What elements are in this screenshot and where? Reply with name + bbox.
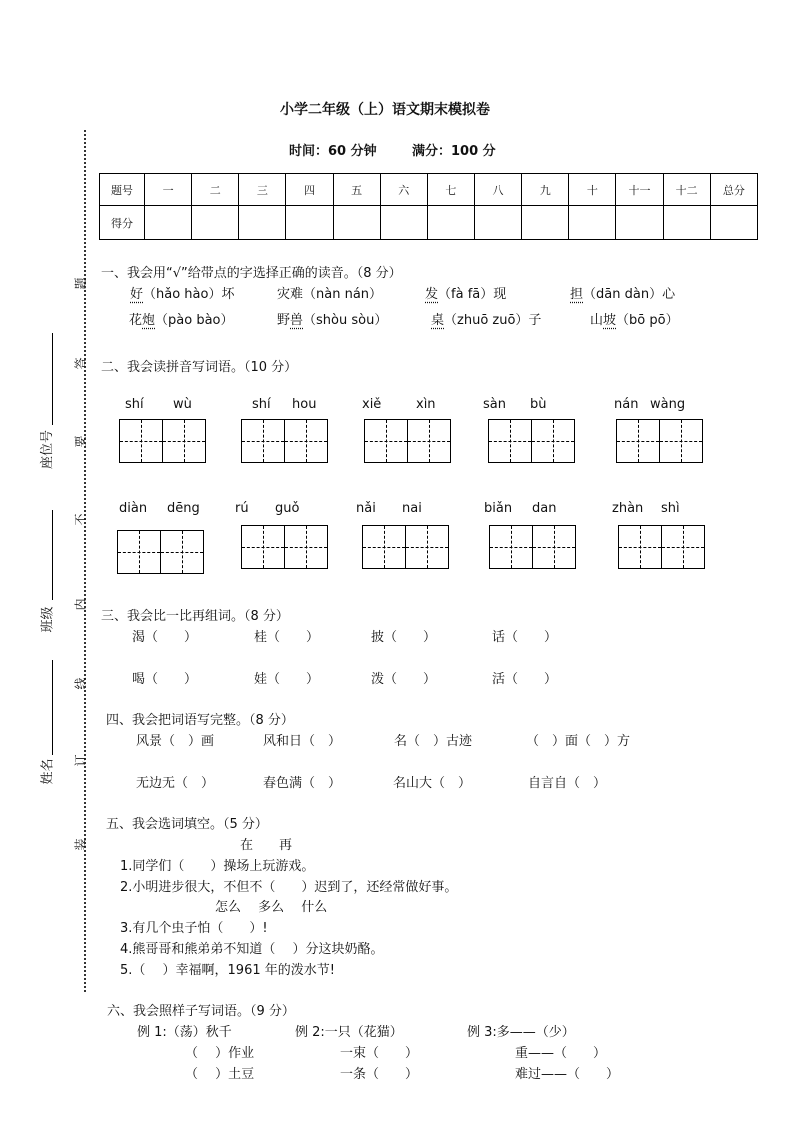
q2-heading: 二、我会读拼音写词语。（10 分） (101, 360, 298, 375)
col-3: 三 (239, 174, 286, 206)
margin-char: 线 (73, 677, 88, 690)
grid-cell[interactable] (661, 525, 705, 569)
score-cell[interactable] (427, 206, 474, 240)
q1-item-text: （pào bào） (155, 313, 234, 328)
pinyin: hou (292, 397, 317, 412)
q4-item[interactable]: 风和日（ ） (263, 734, 342, 749)
score-cell[interactable] (474, 206, 521, 240)
score-cell[interactable] (569, 206, 616, 240)
pinyin: shí (125, 397, 144, 412)
name-blank[interactable] (52, 660, 53, 755)
col-7: 七 (427, 174, 474, 206)
col-11: 十一 (616, 174, 663, 206)
q4-item[interactable]: 春色满（ ） (263, 776, 342, 791)
writing-grid[interactable] (616, 419, 703, 463)
q3-item[interactable]: 活（ ） (492, 672, 558, 687)
grid-cell[interactable] (364, 419, 408, 463)
dotted-char: 兽 (290, 313, 304, 328)
margin-char: 内 (73, 598, 88, 611)
q3-item[interactable]: 桂（ ） (254, 630, 320, 645)
score-cell[interactable] (192, 206, 239, 240)
q6-example: 例 2:一只（花猫） (295, 1025, 403, 1040)
q6-blank[interactable]: 难过——（ ） (515, 1067, 620, 1082)
margin-char: 订 (73, 754, 88, 767)
grid-cell[interactable] (405, 525, 449, 569)
grid-cell[interactable] (162, 419, 206, 463)
q6-blank[interactable]: 重——（ ） (515, 1046, 607, 1061)
col-10: 十 (569, 174, 616, 206)
q1-item[interactable] (129, 309, 234, 328)
q1-item[interactable] (130, 283, 234, 302)
pinyin: shì (661, 501, 680, 516)
q5-heading: 五、我会选词填空。（5 分） (106, 817, 268, 832)
binding-line (84, 130, 86, 992)
q1-item[interactable] (425, 283, 506, 302)
writing-grid[interactable] (117, 530, 204, 574)
dotted-char: 好 (130, 287, 144, 302)
pinyin: zhàn (612, 501, 644, 516)
q6-blank[interactable]: 一束（ ） (340, 1046, 419, 1061)
class-label: 班级 (40, 606, 56, 633)
q1-item-text: （zhuō zuō）子 (444, 313, 542, 328)
margin-char: 装 (73, 838, 88, 851)
col-4: 四 (286, 174, 333, 206)
pinyin: nǎi (356, 501, 376, 516)
score-cell[interactable] (239, 206, 286, 240)
score-table-header: 题号 (100, 174, 145, 206)
grid-cell[interactable] (284, 525, 328, 569)
pinyin: wàng (650, 397, 686, 412)
name-label: 姓名 (40, 758, 56, 785)
q1-item-text: （fà fā）现 (438, 287, 507, 302)
col-total: 总分 (710, 174, 757, 206)
q5-sentence[interactable]: 3.有几个虫子怕（ ）! (120, 921, 268, 936)
margin-char: 答 (73, 357, 88, 370)
q4-item[interactable]: 风景（ ）画 (136, 734, 215, 749)
q1-item-pre: 野 (277, 313, 291, 328)
q1-item-pre: 花 (129, 313, 143, 328)
col-12: 十二 (663, 174, 710, 206)
q4-item[interactable]: 自言自（ ） (528, 776, 607, 791)
grid-cell[interactable] (532, 525, 576, 569)
score-cell[interactable] (616, 206, 663, 240)
col-5: 五 (333, 174, 380, 206)
writing-grid[interactable] (488, 419, 575, 463)
grid-cell[interactable] (616, 419, 660, 463)
writing-grid[interactable] (119, 419, 206, 463)
q4-item[interactable]: （ ）面（ ）方 (526, 734, 631, 749)
pinyin: dēng (167, 501, 200, 516)
grid-cell[interactable] (488, 419, 532, 463)
q5-sentence[interactable]: 1.同学们（ ）操场上玩游戏。 (120, 859, 315, 874)
q1-item-text: （shòu sòu） (303, 313, 388, 328)
q3-item[interactable]: 泼（ ） (371, 672, 437, 687)
pinyin: guǒ (275, 501, 300, 516)
class-blank[interactable] (52, 510, 53, 600)
pinyin: xiě (362, 397, 382, 412)
q4-item[interactable]: 无边无（ ） (136, 776, 215, 791)
pinyin: bù (530, 397, 547, 412)
grid-cell[interactable] (284, 419, 328, 463)
q1-item-pre: 山 (590, 313, 604, 328)
grid-cell[interactable] (241, 525, 285, 569)
q5-sentence[interactable]: 4.熊哥哥和熊弟弟不知道（ ）分这块奶酪。 (120, 942, 384, 957)
q1-item[interactable] (590, 309, 679, 328)
q3-item[interactable]: 娃（ ） (254, 672, 320, 687)
dotted-char: 担 (570, 287, 584, 302)
q5-sentence[interactable]: 5.（ ）幸福啊，1961 年的泼水节! (120, 963, 335, 978)
dotted-char: 坡 (603, 313, 617, 328)
grid-cell[interactable] (618, 525, 662, 569)
q4-heading: 四、我会把词语写完整。（8 分） (106, 713, 294, 728)
pinyin: xìn (416, 397, 436, 412)
writing-grid[interactable] (364, 419, 451, 463)
pinyin: dan (532, 501, 557, 516)
q6-blank[interactable]: （ ）作业 (185, 1046, 255, 1061)
pinyin: nai (402, 501, 422, 516)
score-cell[interactable] (333, 206, 380, 240)
score-cell[interactable] (286, 206, 333, 240)
q4-item[interactable]: 名山大（ ） (393, 776, 472, 791)
score-row-label: 得分 (100, 206, 145, 240)
pinyin: diàn (119, 501, 148, 516)
col-9: 九 (522, 174, 569, 206)
pinyin: wù (173, 397, 192, 412)
grid-cell[interactable] (407, 419, 451, 463)
grid-cell[interactable] (489, 525, 533, 569)
col-1: 一 (145, 174, 192, 206)
exam-full-score: 满分：100 分 (412, 144, 496, 159)
dotted-char: 炮 (142, 313, 156, 328)
grid-cell[interactable] (362, 525, 406, 569)
q3-item[interactable]: 披（ ） (371, 630, 437, 645)
word-options: 在 再 (240, 838, 293, 853)
score-table (99, 173, 758, 240)
q1-item-text: （bō pō） (616, 313, 679, 328)
score-cell[interactable] (663, 206, 710, 240)
grid-cell[interactable] (531, 419, 575, 463)
score-cell[interactable] (380, 206, 427, 240)
writing-grid[interactable] (362, 525, 449, 569)
col-2: 二 (192, 174, 239, 206)
q3-item[interactable]: 喝（ ） (132, 672, 198, 687)
writing-grid[interactable] (241, 525, 328, 569)
score-cell[interactable] (145, 206, 192, 240)
q3-heading: 三、我会比一比再组词。（8 分） (101, 609, 289, 624)
q6-heading: 六、我会照样子写词语。（9 分） (107, 1004, 295, 1019)
q1-item-text: （dān dàn）心 (583, 287, 676, 302)
grid-cell[interactable] (117, 530, 161, 574)
grid-cell[interactable] (119, 419, 163, 463)
q6-example: 例 3:多——（少） (467, 1025, 575, 1040)
seat-blank[interactable] (52, 333, 53, 425)
q1-item[interactable] (431, 309, 541, 328)
q4-item[interactable]: 名（ ）古迹 (394, 734, 473, 749)
writing-grid[interactable] (618, 525, 705, 569)
score-cell[interactable] (522, 206, 569, 240)
writing-grid[interactable] (489, 525, 576, 569)
q1-item-text: 灾难（nàn nán） (277, 287, 383, 302)
pinyin: nán (614, 397, 639, 412)
word-options: 怎么 多么 什么 (215, 900, 328, 915)
pinyin: sàn (483, 397, 506, 412)
q5-sentence[interactable]: 2.小明进步很大，不但不（ ）迟到了，还经常做好事。 (120, 880, 458, 895)
q3-item[interactable]: 渴（ ） (132, 630, 198, 645)
dotted-char: 发 (425, 287, 439, 302)
margin-char: 不 (73, 513, 88, 526)
seat-label: 座位号 (40, 429, 56, 470)
score-cell[interactable] (710, 206, 757, 240)
grid-cell[interactable] (659, 419, 703, 463)
q1-item[interactable] (277, 283, 382, 302)
q1-heading: 一、我会用“√”给带点的字选择正确的读音。（8 分） (101, 266, 402, 281)
writing-grid[interactable] (241, 419, 328, 463)
dotted-char: 桌 (431, 313, 445, 328)
q1-item[interactable] (277, 309, 387, 328)
q1-item[interactable] (570, 283, 675, 302)
grid-cell[interactable] (241, 419, 285, 463)
margin-char: 要 (73, 435, 88, 448)
grid-cell[interactable] (160, 530, 204, 574)
margin-char: 题 (73, 277, 88, 290)
exam-time: 时间：60 分钟 (289, 144, 377, 159)
q3-item[interactable]: 话（ ） (492, 630, 558, 645)
pinyin: shí (252, 397, 271, 412)
q1-item-text: （hǎo hào）坏 (143, 287, 235, 302)
pinyin: biǎn (484, 501, 513, 516)
col-6: 六 (380, 174, 427, 206)
q6-blank[interactable]: 一条（ ） (340, 1067, 419, 1082)
q6-example: 例 1:（荡）秋千 (137, 1025, 232, 1040)
pinyin: rú (235, 501, 249, 516)
exam-title: 小学二年级（上）语文期末模拟卷 (280, 102, 490, 118)
q6-blank[interactable]: （ ）土豆 (185, 1067, 255, 1082)
col-8: 八 (474, 174, 521, 206)
